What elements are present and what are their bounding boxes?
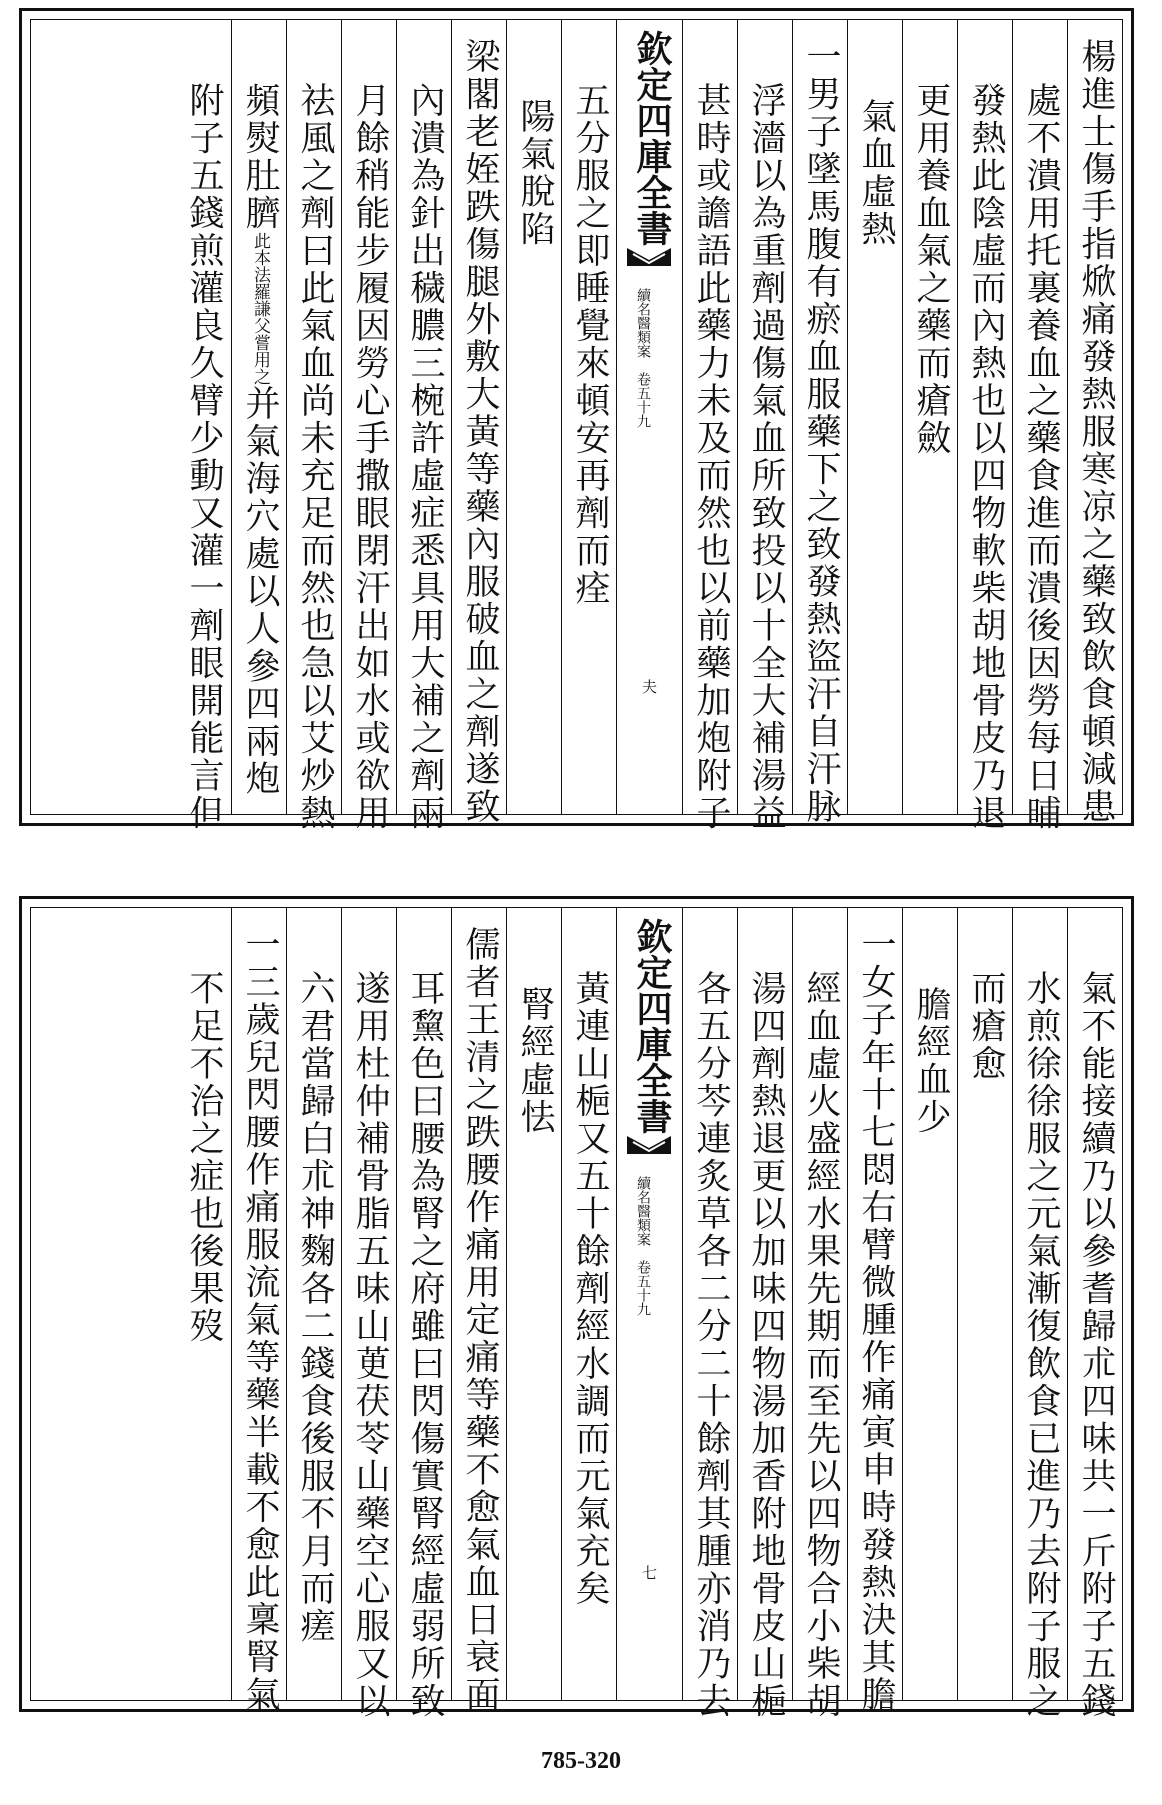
fish-tail-mark-icon (625, 1134, 673, 1156)
text-column: 一女子年十七悶右臂微腫作痛寅申時發熱決其膽 (847, 908, 902, 1700)
text-column: 水煎徐徐服之元氣漸復飲食已進乃去附子服之 (1012, 908, 1067, 1700)
text-column: 附子五錢煎灌良久臂少動又灌一劑眼開能言但 (184, 82, 224, 832)
text-column: 一三歲兒閃腰作痛服流氣等藥半載不愈此稟腎氣 (231, 908, 286, 1700)
text-column: 湯四劑熱退更以加味四物湯加香附地骨皮山梔 (737, 908, 792, 1700)
text-column: 耳黧色曰腰為腎之府雖曰閃傷實腎經虛弱所致 (396, 908, 451, 1700)
folio-number: 夫 (640, 679, 658, 694)
bottom-page-inner-border (30, 907, 1123, 1720)
text-column: 氣不能接續乃以參耆歸朮四味共一斤附子五錢 (1067, 908, 1122, 1700)
section-heading-column: 膽經血少 (902, 908, 957, 1700)
text-column: 經血虛火盛經水果先期而至先以四物合小柴胡 (792, 908, 847, 1700)
bottom-page-frame (19, 896, 1134, 1720)
text-column: 五分服之即睡覺來頓安再劑而痊 (561, 20, 616, 814)
text-column: 一男子墜馬腹有瘀血服藥下之致發熱盜汗自汗脉 (792, 20, 847, 814)
section-heading-column: 氣血虛熱 (847, 20, 902, 814)
text-column: 梁閣老姪跌傷腿外敷大黃等藥內服破血之劑遂致 (451, 20, 506, 814)
center-fold-strip (616, 20, 682, 814)
text-column: 浮濇以為重劑過傷氣血所致投以十全大補湯益 (737, 20, 792, 814)
text-column: 發熱此陰虛而內熱也以四物軟柴胡地骨皮乃退 (957, 20, 1012, 814)
interlinear-note: 此本法羅謙父嘗用之 (250, 232, 270, 385)
series-title: 欽定四庫全書 (631, 918, 673, 1134)
book-title-and-volume: 續名醫類案 卷五十九 (635, 1176, 651, 1316)
text-column: 甚時或譫語此藥力未及而然也以前藥加炮附子 (682, 20, 737, 814)
section-heading-column: 陽氣脫陷 (506, 20, 561, 814)
text-column: 遂用杜仲補骨脂五味山茰茯苓山藥空心服又以 (341, 908, 396, 1700)
text-column: 更用養血氣之藥而瘡斂 (902, 20, 957, 814)
book-title-and-volume: 續名醫類案 卷五十九 (635, 288, 651, 428)
center-fold-strip (616, 908, 682, 1700)
top-page-inner-border (30, 19, 1123, 832)
text-column: 處不潰用托裏養血之藥食進而潰後因勞每日晡 (1012, 20, 1067, 814)
page-code: 785-320 (541, 1748, 621, 1774)
folio-number: 七 (640, 1565, 658, 1580)
bottom-columns (31, 908, 1122, 1720)
series-title: 欽定四庫全書 (631, 30, 673, 246)
text-column: 而瘡愈 (957, 908, 1012, 1700)
top-page-frame (19, 8, 1134, 832)
top-columns (31, 20, 1122, 832)
text-column: 楊進士傷手指焮痛發熱服寒凉之藥致飲食頓減患 (1067, 20, 1122, 814)
text-column: 祛風之劑曰此氣血尚未充足而然也急以艾炒熱 (286, 20, 341, 814)
text-column: 各五分芩連炙草各二分二十餘劑其腫亦消乃去 (682, 908, 737, 1700)
text-column-with-note: 頻熨肚臍此本法羅謙父嘗用之并氣海穴處以人參四兩炮 (231, 20, 286, 814)
text-column: 不足不治之症也後果歿 (184, 970, 224, 1345)
text-column: 內潰為針出穢膿三椀許虛症悉具用大補之劑兩 (396, 20, 451, 814)
section-heading-column: 腎經虛怯 (506, 908, 561, 1700)
text-column: 儒者王清之跌腰作痛用定痛等藥不愈氣血日衰面 (451, 908, 506, 1700)
text-column: 六君當歸白朮神麴各二錢食後服不月而瘥 (286, 908, 341, 1700)
text-column: 黃連山梔又五十餘劑經水調而元氣充矣 (561, 908, 616, 1700)
fish-tail-mark-icon (625, 246, 673, 268)
text-column: 月餘稍能步履因勞心手撒眼閉汗出如水或欲用 (341, 20, 396, 814)
